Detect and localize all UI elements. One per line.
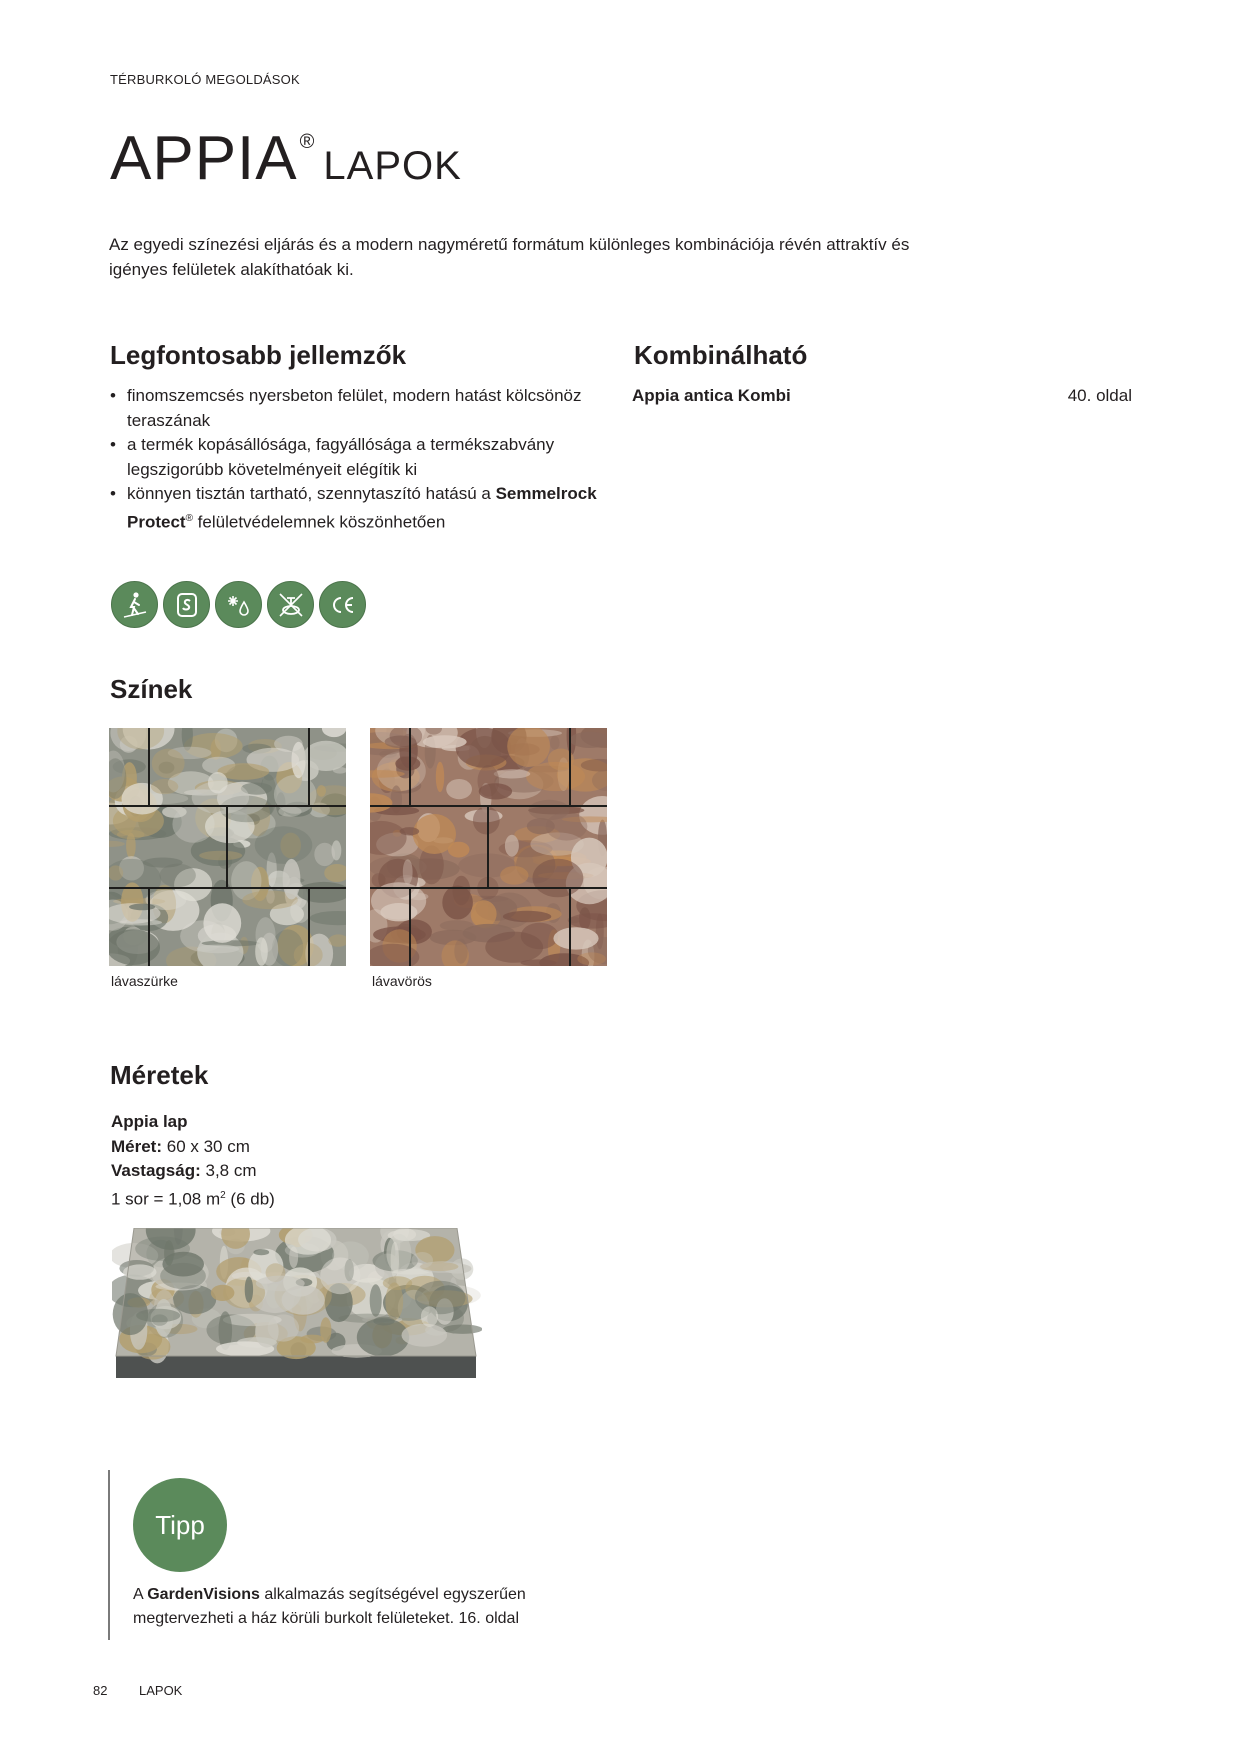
product-name: Appia lap xyxy=(111,1112,188,1131)
paving-pattern-grey xyxy=(109,728,346,966)
sizes-heading: Méretek xyxy=(110,1060,209,1090)
pedestrian-icon xyxy=(111,581,158,628)
app-name: GardenVisions xyxy=(147,1586,260,1603)
features-heading: Legfontosabb jellemzők xyxy=(110,340,407,370)
protect-shield-icon xyxy=(163,581,210,628)
title-registered-mark: ® xyxy=(299,131,316,153)
combo-page-ref: 40. oldal xyxy=(1067,386,1132,405)
slab-product-image xyxy=(112,1228,482,1393)
thickness-label: Vastagság: xyxy=(111,1161,201,1180)
title-main: APPIA xyxy=(110,124,298,193)
tip-divider xyxy=(108,1470,110,1640)
thickness-value: 3,8 cm xyxy=(200,1161,257,1180)
swatch-lavaszurke xyxy=(109,728,346,966)
feature-text: könnyen tisztán tartható, szennytaszító hatású a xyxy=(127,484,496,503)
size-specs xyxy=(111,1110,275,1212)
brand-name: Semmelrock Protect xyxy=(127,484,597,532)
feature-text: felületvédelemnek köszönhetően xyxy=(192,512,446,532)
page-title xyxy=(110,124,462,193)
feature-item: • finomszemcsés nyersbeton felület, modern hatást kölcsönöz teraszának xyxy=(110,384,610,433)
no-roller-icon xyxy=(267,581,314,628)
title-sub: LAPOK xyxy=(323,144,462,188)
features-list xyxy=(110,384,610,535)
section-kicker: TÉRBURKOLÓ MEGOLDÁSOK xyxy=(110,72,300,87)
combo-heading: Kombinálható xyxy=(634,340,808,370)
row-count: (6 db) xyxy=(225,1189,275,1209)
tip-badge: Tipp xyxy=(133,1478,227,1572)
tip-text: A GardenVisions alkalmazás segítségével egyszerűen megtervezheti a ház körüli burkolt felületeket. 16. oldal xyxy=(133,1586,526,1627)
combo-row xyxy=(632,386,1132,406)
registered-mark: ® xyxy=(185,512,193,524)
swatch-label: lávavörös xyxy=(372,973,432,989)
footer-label: LAPOK xyxy=(139,1683,183,1698)
paving-pattern-red xyxy=(370,728,607,966)
squared-mark: 2 xyxy=(220,1189,226,1201)
swatch-lavavoros xyxy=(370,728,607,966)
property-icons xyxy=(111,581,366,628)
swatch-label: lávaszürke xyxy=(111,973,178,989)
combo-product-name: Appia antica Kombi xyxy=(632,386,791,405)
size-label: Méret: xyxy=(111,1136,163,1156)
colors-heading: Színek xyxy=(110,674,193,704)
intro-paragraph: Az egyedi színezési eljárás és a modern nagyméretű formátum különleges kombinációja révén attraktív és igényes felületek alakíthatóak ki. xyxy=(109,235,910,279)
feature-item: • a termék kopásállósága, fagyállósága a termékszabvány legszigorúbb követelményeit elégítik ki xyxy=(110,433,610,482)
ce-mark-icon xyxy=(319,581,366,628)
row-coverage: 1 sor = 1,08 m xyxy=(111,1189,221,1209)
size-value: 60 x 30 cm xyxy=(162,1136,250,1156)
feature-item xyxy=(110,482,610,535)
page-number: 82 xyxy=(93,1683,108,1698)
frost-salt-icon xyxy=(215,581,262,628)
